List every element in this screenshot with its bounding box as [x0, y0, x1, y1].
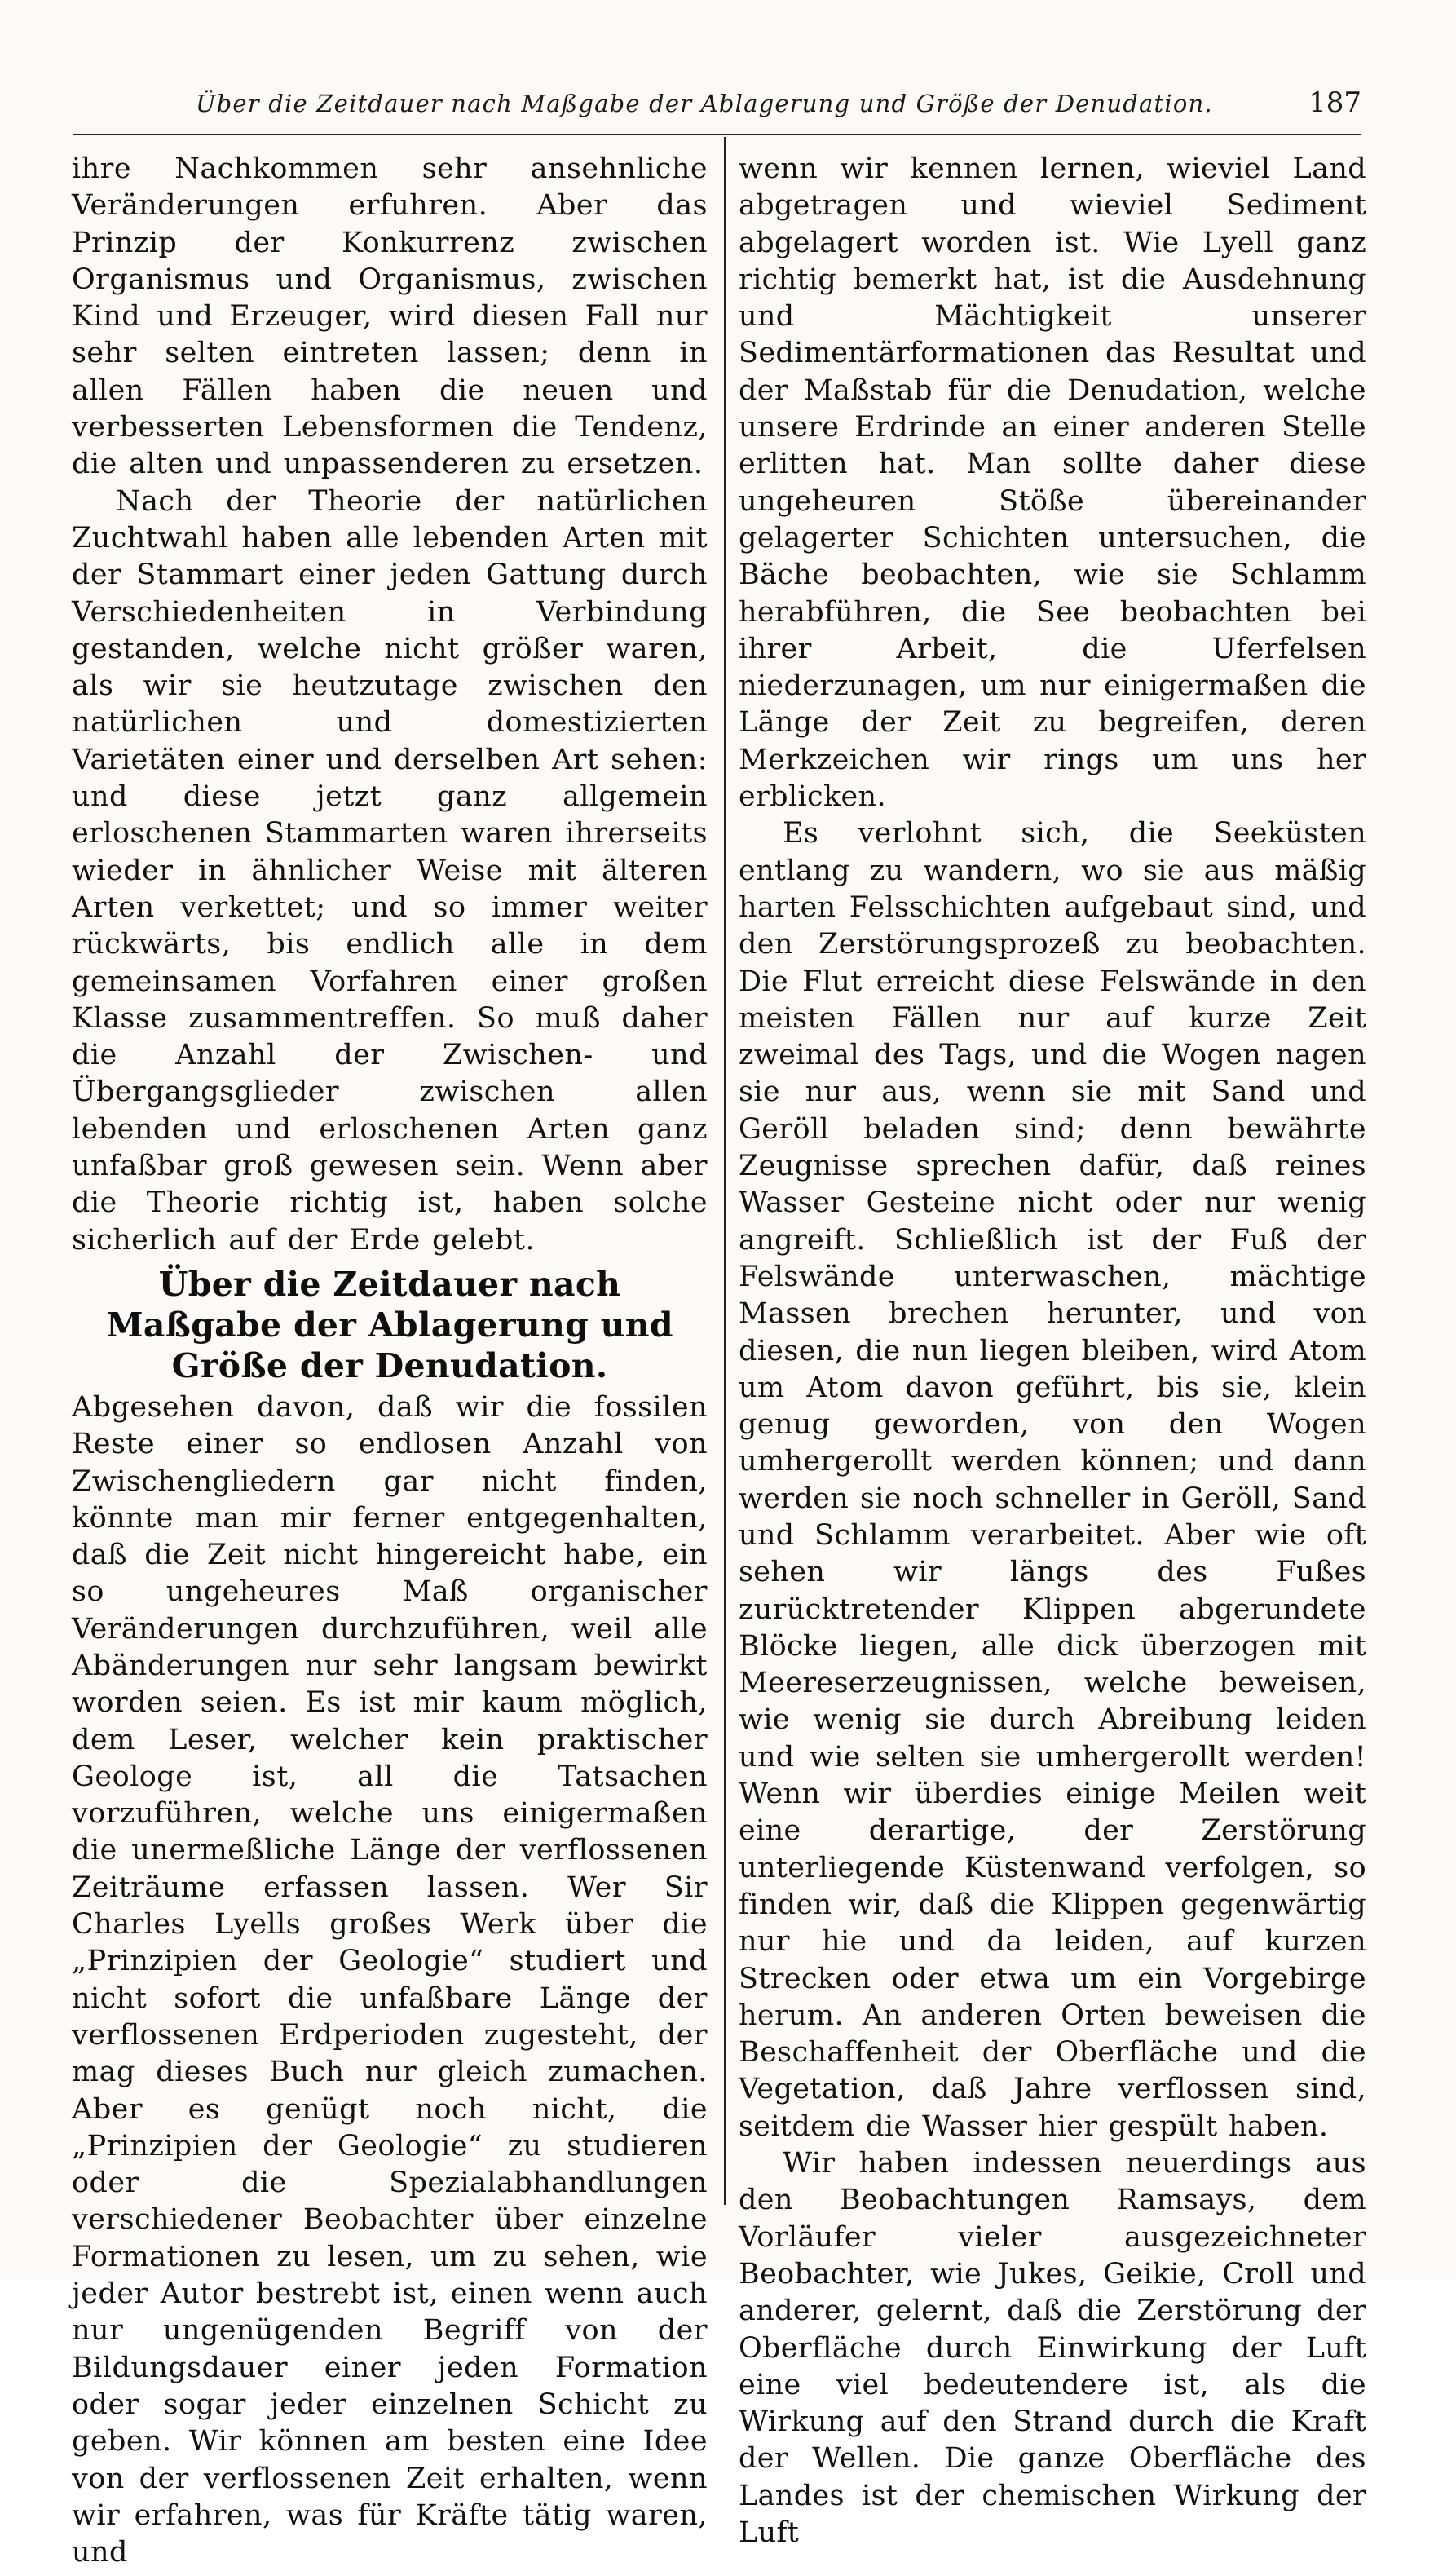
page-header: [73, 86, 1361, 130]
right-column: [739, 151, 1366, 2551]
page-number: 187: [1308, 86, 1361, 119]
paragraph: Nach der Theorie der natürlichen Zuchtwahl haben alle lebenden Arten mit der Stammart einer jeden Gattung durch Verschiedenheiten in Verbindung gestanden, welche nicht größer waren, als wir sie heutzutage zwischen den natürlichen und domestizierten Varietäten einer und derselben Art sehen: und diese jetzt ganz allgemein erloschenen Stammarten waren ihrerseits wieder in ähnlicher Weise mit älteren Arten verkettet; und so immer weiter rückwärts, bis endlich alle in dem gemeinsamen Vorfahren einer großen Klasse zusammentreffen. So muß daher die Anzahl der Zwischen- und Übergangsglieder zwischen allen lebenden und erloschenen Arten ganz unfaßbar groß gewesen sein. Wenn aber die Theorie richtig ist, haben solche sicherlich auf der Erde gelebt.: [72, 484, 708, 1257]
paragraph: ihre Nachkommen sehr ansehnliche Veränderungen erfuhren. Aber das Prinzip der Konkurrenz zwischen Organismus und Organismus, zwischen Kind und Erzeuger, wird diesen Fall nur sehr selten eintreten lassen; denn in allen Fällen haben die neuen und verbesserten Lebensformen die Tendenz, die alten und unpassenderen zu ersetzen.: [72, 152, 708, 481]
section-heading: Über die Zeitdauer nach Maßgabe der Ablagerung und Größe der Denudation.: [106, 1264, 673, 1385]
paragraph: Wir haben indessen neuerdings aus den Beobachtungen Ramsays, dem Vorläufer vieler ausgezeichneter Beobachter, wie Jukes, Geikie, Croll und anderer, gelernt, daß die Zerstörung der Oberfläche durch Einwirkung der Luft eine viel bedeutendere ist, als die Wirkung auf den Strand durch die Kraft der Wellen. Die ganze Oberfläche des Landes ist der chemischen Wirkung der Luft: [739, 2147, 1366, 2549]
left-column: [72, 151, 708, 2571]
paragraph: Abgesehen davon, daß wir die fossilen Reste einer so endlosen Anzahl von Zwischengliedern gar nicht finden, könnte man mir ferner entgegenhalten, daß die Zeit nicht hingereicht habe, ein so ungeheures Maß organischer Veränderungen durchzuführen, weil alle Abänderungen nur sehr langsam bewirkt worden seien. Es ist mir kaum möglich, dem Leser, welcher kein praktischer Geologe ist, all die Tatsachen vorzuführen, welche uns einigermaßen die unermeßliche Länge der verflossenen Zeiträume erfassen lassen. Wer Sir Charles Lyells großes Werk über die „Prinzipien der Geologie“ studiert und nicht sofort die unfaßbare Länge der verflossenen Erdperioden zugesteht, der mag dieses Buch nur gleich zumachen. Aber es genügt noch nicht, die „Prinzipien der Geologie“ zu studieren oder die Spezialabhandlungen verschiedener Beobachter über einzelne Formationen zu lesen, um zu sehen, wie jeder Autor bestrebt ist, einen wenn auch nur ungenügenden Begriff von der Bildungsdauer einer jeden Formation oder sogar jeder einzelnen Schicht zu geben. Wir können am besten eine Idee von der verflossenen Zeit erhalten, wenn wir erfahren, was für Kräfte tätig waren, und: [72, 1390, 708, 2569]
column-divider: [724, 137, 726, 2205]
running-title: Über die Zeitdauer nach Maßgabe der Ablagerung und Größe der Denudation.: [196, 90, 1213, 117]
paragraph: Es verlohnt sich, die Seeküsten entlang zu wandern, wo sie aus mäßig harten Felsschichten aufgebaut sind, und den Zerstörungsprozeß zu beobachten. Die Flut erreicht diese Felswände in den meisten Fällen nur auf kurze Zeit zweimal des Tags, und die Wogen nagen sie nur aus, wenn sie mit Sand und Geröll beladen sind; denn bewährte Zeugnisse sprechen dafür, daß reines Wasser Gesteine nicht oder nur wenig angreift. Schließlich ist der Fuß der Felswände unterwaschen, mächtige Massen brechen herunter, und von diesen, die nun liegen bleiben, wird Atom um Atom davon geführt, bis sie, klein genug geworden, von den Wogen umhergerollt werden können; und dann werden sie noch schneller in Geröll, Sand und Schlamm verarbeitet. Aber wie oft sehen wir längs des Fußes zurücktretender Klippen abgerundete Blöcke liegen, alle dick überzogen mit Meereserzeugnissen, welche beweisen, wie wenig sie durch Abreibung leiden und wie selten sie umhergerollt werden! Wenn wir überdies einige Meilen weit eine derartige, der Zerstörung unterliegende Küstenwand verfolgen, so finden wir, daß die Klippen gegenwärtig nur hie und da leiden, auf kurzen Strecken oder etwa um ein Vorgebirge herum. An anderen Orten beweisen die Beschaffenheit der Oberfläche und die Vegetation, daß Jahre verflossen sind, seitdem die Wasser hier gespült haben.: [739, 817, 1366, 2143]
paragraph: wenn wir kennen lernen, wieviel Land abgetragen und wieviel Sediment abgelagert worden ist. Wie Lyell ganz richtig bemerkt hat, ist die Ausdehnung und Mächtigkeit unserer Sedimentärformationen das Resultat und der Maßstab für die Denudation, welche unsere Erdrinde an einer anderen Stelle erlitten hat. Man sollte daher diese ungeheuren Stöße übereinander gelagerter Schichten untersuchen, die Bäche beobachten, wie sie Schlamm herabführen, die See beobachten bei ihrer Arbeit, die Uferfelsen niederzunagen, um nur einigermaßen die Länge der Zeit zu begreifen, deren Merkzeichen wir rings um uns her erblicken.: [739, 152, 1366, 814]
header-rule: [73, 134, 1361, 135]
